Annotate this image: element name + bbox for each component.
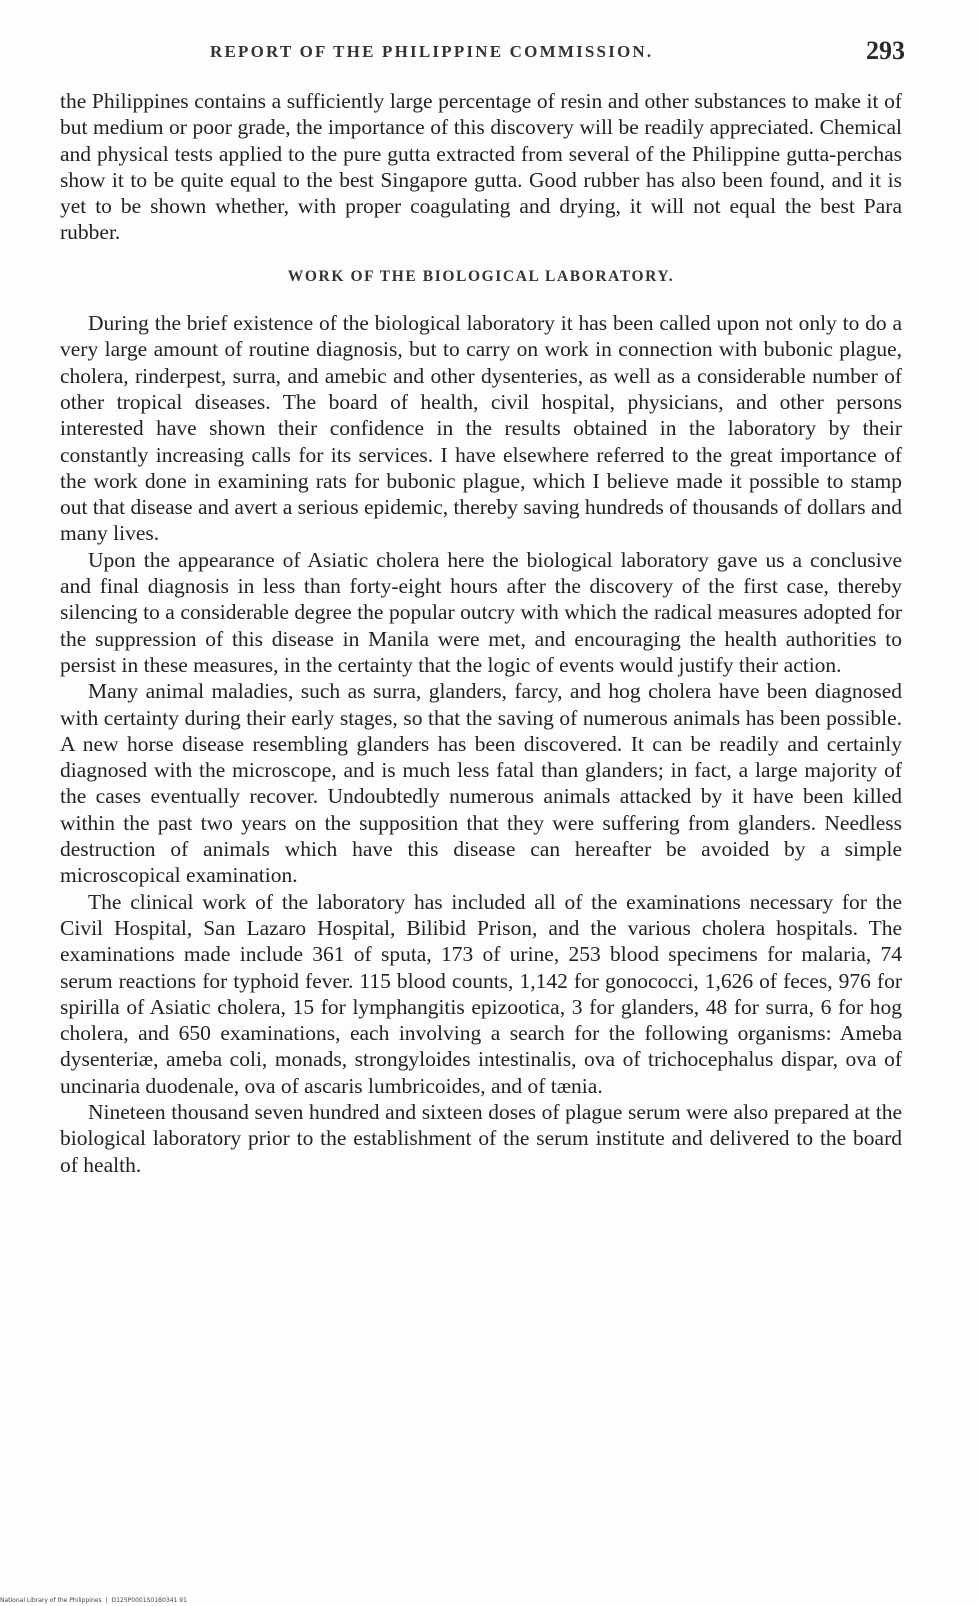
section-heading: WORK OF THE BIOLOGICAL LABORATORY.: [287, 267, 675, 285]
paragraph-plague-serum: Nineteen thousand seven hundred and sixteen doses of plague serum were also prepared at the biological laboratory prior to the establishment of the serum institute and delivered to the board of health.: [60, 1099, 902, 1177]
paragraph-clinical-work: The clinical work of the laboratory has included all of the examinations necessary for the Civil Hospital, San Lazaro Hospital, Bilibid Prison, and the various cholera hospitals. The examinations made include 361 of sputa, 173 of urine, 253 blood specimens for malaria, 74 serum reactions for typhoid fever. 115 blood counts, 1,142 for gonococci, 1,626 of feces, 976 for spirilla of Asiatic cholera, 15 for lymphangitis epizootica, 3 for glanders, 48 for surra, 6 for hog cholera, and 650 examinations, each involving a search for the following organisms: Ameba dysenteriæ, ameba coli, monads, strongyloides intestinalis, ova of trichocephalus dispar, ova of uncinaria duodenale, ova of ascaris lumbricoides, and of tænia.: [60, 889, 902, 1098]
paragraph-asiatic-cholera: Upon the appearance of Asiatic cholera here the biological laboratory gave us a conclusive and final diagnosis in less than forty-eight hours after the discovery of the first case, thereby silencing to a considerable degree the popular outcry with which the radical measures adopted for the suppression of this disease in Manila were met, and encouraging the health authorities to persist in these measures, in the certainty that the logic of events would justify their action.: [60, 547, 902, 677]
paragraph-continued: the Philippines contains a sufficiently large percentage of resin and other substances to make it of but medium or poor grade, the importance of this discovery will be readily appreciated. Chemical and physical tests applied to the pure gutta extracted from several of the Philippine gutta-perchas show it to be quite equal to the best Singapore gutta. Good rubber has also been found, and it is yet to be shown whether, with proper coagulating and drying, it will not equal the best Para rubber.: [60, 89, 902, 245]
library-credit: National Library of the Philippines: [0, 1597, 102, 1604]
body-text: [60, 88, 902, 1178]
running-title: REPORT OF THE PHILIPPINE COMMISSION.: [210, 42, 654, 61]
scan-footer: [0, 1597, 187, 1604]
page-number: 293: [866, 36, 905, 65]
footer-separator: |: [105, 1597, 108, 1604]
paragraph-animal-maladies: Many animal maladies, such as surra, glanders, farcy, and hog cholera have been diagnosed with certainty during their early stages, so that the saving of numerous animals has been possible. A new horse disease resembling glanders has been discovered. It can be readily and certainly diagnosed with the microscope, and is much less fatal than glanders; in fact, a large majority of the cases eventually recover. Undoubtedly numerous animals attacked by it have been killed within the past two years on the supposition that they were suffering from glanders. Needless destruction of animals which have this disease can hereafter be avoided by a simple microscopical examination.: [60, 679, 902, 888]
paragraph-laboratory-work: During the brief existence of the biological laboratory it has been called upon not only to do a very large amount of routine diagnosis, but to carry on work in connection with bubonic plague, cholera, rinderpest, surra, and amebic and other dysenteries, as well as a considerable number of other tropical diseases. The board of health, civil hospital, physicians, and other persons interested have shown their confidence in the results obtained in the laboratory by their constantly increasing calls for its services. I have elsewhere referred to the great importance of the work done in examining rats for bubonic plague, which I believe made it possible to stamp out that disease and avert a serious epidemic, thereby saving hundreds of thousands of dollars and many lives.: [60, 311, 902, 546]
scan-identifier: D125P0001S01B0341 91: [111, 1597, 187, 1604]
running-head: [60, 36, 905, 70]
